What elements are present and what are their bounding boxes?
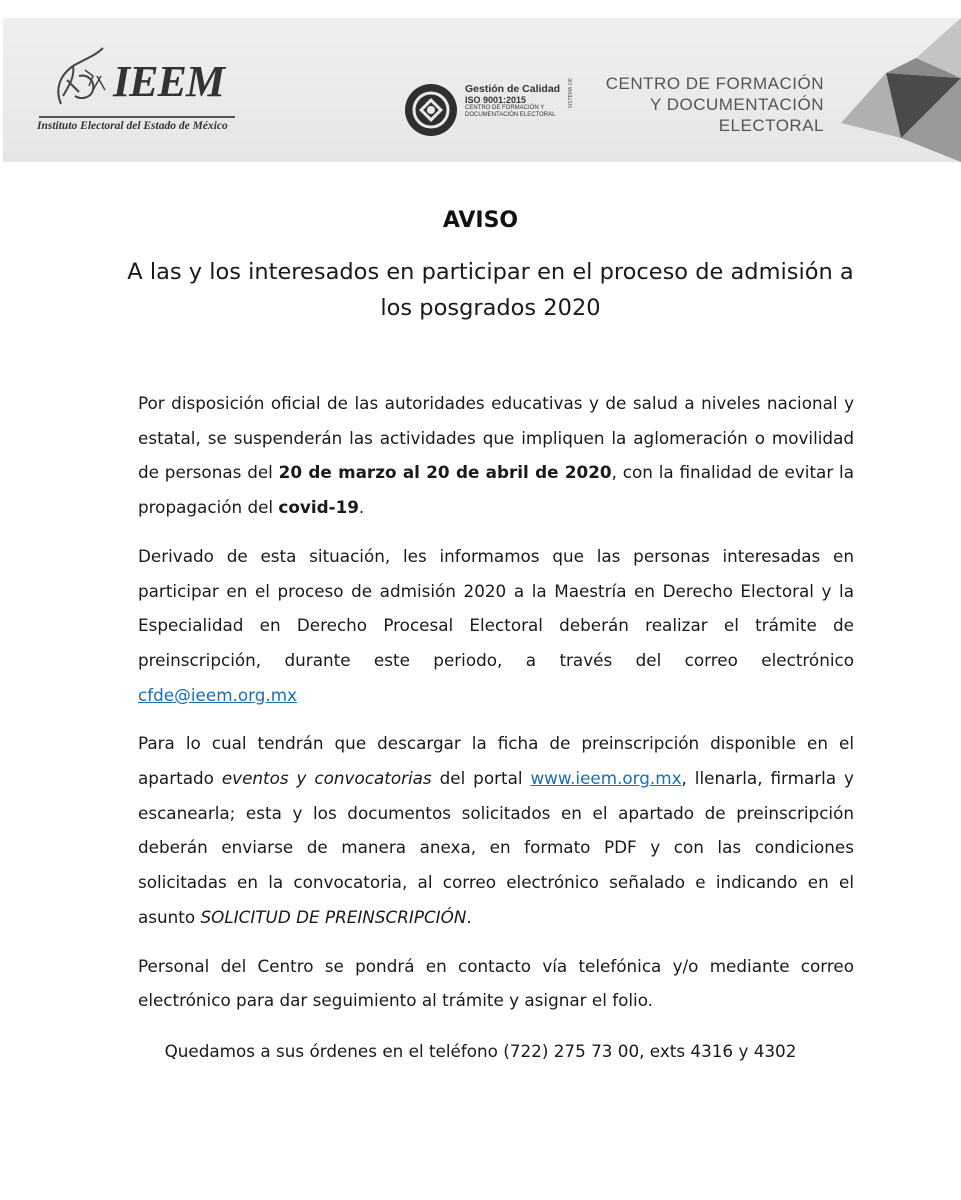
quality-seal-icon — [405, 84, 457, 136]
quality-line2: DOCUMENTACIÓN ELECTORAL — [465, 112, 556, 118]
paragraph-contact: Personal del Centro se pondrá en contacto vía telefónica y/o mediante correo electrónico para dar seguimiento al trámite y asignar el folio. — [138, 955, 854, 1011]
quality-iso: ISO 9001:2015 — [465, 95, 527, 105]
ieem-rule — [39, 116, 235, 118]
p1-text-a: Por disposición oficial de las autoridades educativas y de salud a niveles nacional y estatal, se suspenderán las actividades que impliquen la aglomeración o movilidad de personas del — [138, 393, 854, 483]
letterhead-banner — [3, 18, 961, 162]
quality-title: Gestión de Calidad — [465, 83, 561, 95]
p3-subject: SOLICITUD DE PREINSCRIPCIÓN — [200, 906, 467, 927]
p3-text-c: del portal — [431, 768, 531, 789]
cfde-line-2: Y DOCUMENTACIÓN — [649, 95, 824, 114]
paragraph-preregistration — [138, 539, 854, 713]
p1-text-e: . — [358, 497, 365, 518]
quality-management-logo — [403, 76, 583, 156]
p1-text-c: , con la finalidad de evitar la propagación del — [138, 462, 854, 518]
paragraph-instructions — [138, 726, 854, 934]
ieem-full-name: Instituto Electoral del Estado de México — [37, 120, 228, 132]
p3-section-name: eventos y convocatorias — [221, 768, 432, 789]
cfde-line-3: ELECTORAL — [718, 116, 824, 135]
paragraph-suspension — [138, 386, 854, 525]
p3-text-a: Para lo cual tendrán que descargar la ficha de preinscripción disponible en el apartado — [138, 733, 854, 789]
notice-title: AVISO — [442, 208, 519, 233]
ieem-logo — [33, 46, 243, 146]
notice-body — [138, 386, 854, 1032]
ieem-emblem-icon — [33, 46, 113, 116]
portal-link[interactable]: www.ieem.org.mx — [530, 768, 682, 789]
quality-line1: CENTRO DE FORMACIÓN Y — [465, 105, 545, 111]
p2-text: Derivado de esta situación, les informamos que las personas interesadas en participar en el proceso de admisión 2020 a la Maestría en Derecho Electoral y la Especialidad en Derecho Procesal Electoral deberán realizar el trámite de preinscripción, durante este periodo, a través del correo electrónico — [138, 545, 854, 670]
notice-subtitle: A las y los interesados en participar en el proceso de admisión a los posgrados 2020 — [127, 259, 854, 321]
ieem-wordmark: IEEM — [113, 57, 224, 106]
quality-system-label: SISTEMA DE — [568, 78, 574, 109]
p3-text-d: , llenarla, firmarla y escanearla; esta y los documentos solicitados en el apartado de preinscripción deberán enviarse de manera anexa, en formato PDF y con las condiciones solicitadas en la convocatoria, al correo electrónico señalado e indicando en el asunto — [138, 768, 854, 927]
cfde-line-1: CENTRO DE FORMACIÓN — [605, 74, 824, 93]
email-link[interactable]: cfde@ieem.org.mx — [138, 684, 298, 705]
quality-text — [465, 84, 585, 119]
p1-covid: covid-19 — [278, 497, 359, 518]
p3-text-f: . — [466, 906, 472, 927]
closing-phone: Quedamos a sus órdenes en el teléfono (722) 275 73 00, exts 4316 y 4302 — [164, 1041, 797, 1061]
cfde-name — [606, 73, 824, 136]
decorative-triangles-icon — [841, 18, 961, 162]
p1-dates: 20 de marzo al 20 de abril de 2020 — [278, 462, 612, 483]
